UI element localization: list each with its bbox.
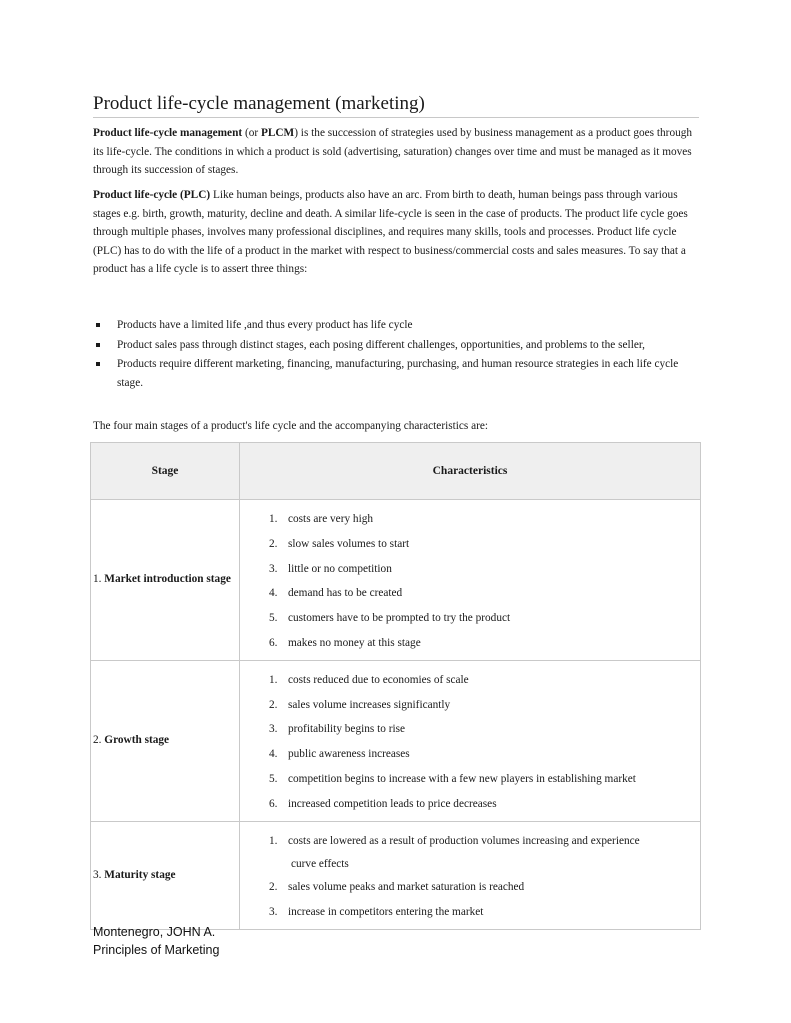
list-item: [240, 717, 700, 742]
text-span: demand has to be created: [288, 587, 403, 600]
table-header-row: [91, 443, 701, 500]
item-number: 2.: [269, 537, 278, 550]
item-number: 1.: [269, 673, 278, 686]
stage-name: Maturity stage: [104, 868, 176, 881]
list-item: [240, 532, 700, 557]
item-number: 5.: [269, 612, 278, 625]
characteristics-cell: [240, 821, 701, 929]
item-number: 2.: [269, 881, 278, 894]
text-span: little or no competition: [288, 562, 392, 575]
item-number: 4.: [269, 748, 278, 761]
item-number: 6.: [269, 797, 278, 810]
stage-cell: [91, 500, 240, 661]
stage-number: 3.: [93, 868, 105, 881]
text-span: increased competition leads to price decreases: [288, 797, 497, 810]
table-row: [91, 500, 701, 661]
list-item: [240, 693, 700, 718]
item-number: 1.: [269, 513, 278, 525]
list-item: [240, 792, 700, 817]
page-title: Product life-cycle management (marketing): [93, 92, 699, 118]
list-item: [240, 606, 700, 631]
item-continuation: curve effects: [291, 858, 349, 871]
text-span: Like human beings, products also have an arc. From birth to death, human beings pass through various stages e.g. birth, growth, maturity, decline and death. A similar life-cycle is seen in the case of products. The product life cycle goes through multiple phases, involves many professional disciplines, and requires many skills, tools and processes. Product life cycle (PLC) has to do with the life of a product in the market with respect to business/commercial costs and sales measures. To say that a product has a life cycle is to assert three things:: [93, 189, 688, 275]
list-item: [240, 875, 700, 900]
list-item: [240, 631, 700, 656]
text-span: costs are very high: [288, 513, 374, 525]
characteristics-cell: [240, 500, 701, 661]
item-number: 2.: [269, 698, 278, 711]
table-row: [91, 660, 701, 821]
footer-author: Montenegro, JOHN A.: [93, 925, 216, 939]
list-item: [240, 900, 700, 925]
item-number: 1.: [269, 834, 278, 847]
plc-term: Product life-cycle (PLC): [93, 189, 211, 201]
table-row: [91, 821, 701, 929]
text-span: costs reduced due to economies of scale: [288, 673, 469, 686]
square-bullet-icon: [96, 323, 100, 327]
list-item: [240, 557, 700, 582]
list-item: [240, 668, 700, 693]
page-footer: [93, 923, 219, 959]
item-number: 3.: [269, 723, 278, 736]
stage-number: 2.: [93, 734, 105, 747]
list-item: [240, 507, 700, 532]
item-number: 4.: [269, 587, 278, 600]
item-number: 6.: [269, 636, 278, 649]
text-span: (or: [242, 127, 261, 139]
square-bullet-icon: [96, 343, 100, 347]
list-item: [240, 742, 700, 767]
item-number: 3.: [269, 906, 278, 919]
text-span: profitability begins to rise: [288, 723, 406, 736]
characteristics-cell: [240, 660, 701, 821]
list-item: [240, 829, 700, 876]
text-span: competition begins to increase with a few new players in establishing market: [288, 772, 636, 785]
characteristics-list: [240, 661, 700, 821]
characteristics-list: [240, 500, 700, 660]
stages-table: [90, 442, 701, 930]
text-span: costs are lowered as a result of production volumes increasing and experience: [288, 834, 640, 847]
list-item: [240, 767, 700, 792]
text-span: sales volume increases significantly: [288, 698, 451, 711]
text-span: Products have a limited life ,and thus every product has life cycle: [117, 319, 413, 331]
plcm-definition-paragraph: [93, 124, 693, 180]
list-item: [93, 316, 693, 335]
text-span: sales volume peaks and market saturation is reached: [288, 881, 525, 894]
item-number: 3.: [269, 562, 278, 575]
stage-name: Growth stage: [104, 734, 170, 747]
text-span: ) is the succession of strategies used by business management as a product goes through its life-cycle. The conditions in which a product is sold (advertising, saturation) changes over time and must be managed as it moves through its succession of stages.: [93, 127, 693, 176]
list-item: [93, 355, 693, 392]
text-span: Product sales pass through distinct stages, each posing different challenges, opportunities, and problems to the seller,: [117, 338, 645, 351]
characteristics-list: [240, 822, 700, 929]
stages-intro-text: The four main stages of a product's life cycle and the accompanying characteristics are:: [93, 420, 489, 432]
stage-cell: [91, 660, 240, 821]
square-bullet-icon: [96, 362, 100, 366]
stage-name: Market introduction stage: [104, 573, 231, 586]
characteristics-column-header: Characteristics: [240, 443, 701, 500]
text-span: Products require different marketing, financing, manufacturing, purchasing, and human resource strategies in each life cycle stage.: [117, 358, 679, 389]
item-number: 5.: [269, 772, 278, 785]
text-span: slow sales volumes to start: [288, 537, 410, 550]
list-item: [240, 581, 700, 606]
stage-column-header: Stage: [91, 443, 240, 500]
text-span: makes no money at this stage: [288, 636, 421, 649]
plcm-abbrev: PLCM: [260, 127, 295, 139]
text-span: increase in competitors entering the market: [288, 906, 484, 919]
plc-definition-paragraph: [93, 186, 693, 279]
life-cycle-assertions-list: [93, 316, 693, 393]
text-span: public awareness increases: [288, 748, 410, 761]
footer-course: Principles of Marketing: [93, 943, 220, 957]
text-span: customers have to be prompted to try the product: [288, 612, 511, 625]
stage-cell: [91, 821, 240, 929]
list-item: [93, 336, 693, 355]
stage-number: 1.: [93, 573, 105, 586]
plcm-term: Product life-cycle management: [93, 127, 243, 139]
